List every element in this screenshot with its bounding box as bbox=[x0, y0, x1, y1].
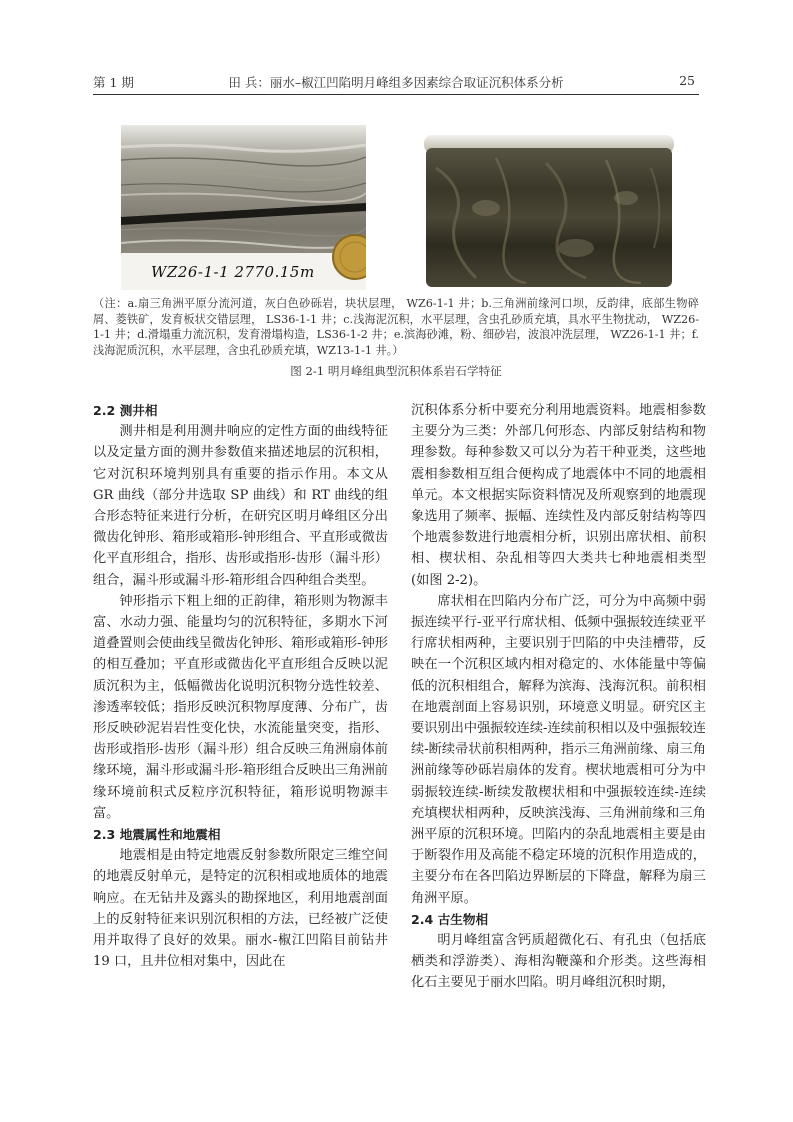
paragraph: 地震相是由特定地震反射参数所限定三维空间的地震反射单元，是特定的沉积相或地质体的地震响应。在无钻井及露头的勘探地区，利用地震剖面上的反射特征来识别沉积相的方法，已经被广泛使用并取得了良好的效果。丽水-椒江凹陷目前钻井 19 口，且井位相对集中，因此在 bbox=[93, 848, 388, 970]
paragraph: 钟形指示下粗上细的正韵律，箱形则为物源丰富、水动力强、能量均匀的沉积特征，多期水下河道叠置则会使曲线呈微齿化钟形、箱形或箱形-钟形的相互叠加；平直形或微齿化平直形组合反映以泥质沉积为主，低幅微齿化说明沉积物分选性较差、渗透率较低；指形反映沉积物厚度薄、分布广，齿形反映砂泥岩岩性变化快，水流能量突变，指形、齿形或指形-齿形（漏斗形）组合反映三角洲扇体前缘环境，漏斗形或漏斗形-箱形组合反映出三角洲前缘环境前积式反粒序沉积特征，箱形说明物源丰富。 bbox=[93, 593, 388, 821]
page-number: 25 bbox=[679, 73, 695, 88]
paragraph: 测井相是利用测井响应的定性方面的曲线特征以及定量方面的测井参数值来描述地层的沉积相，它对沉积环境判别具有重要的指示作用。本文从 GR 曲线（部分井选取 SP 曲线）和 RT 曲线的组合形态特征来进行分析，在研究区明月峰组区分出微齿化钟形、箱形或箱形-钟形组合、平直形或微齿化平直形组合，指形、齿形或指形-齿形（漏斗形）组合，漏斗形或漏斗形-箱形组合四种组合类型。 bbox=[93, 424, 388, 588]
coin-icon bbox=[333, 235, 366, 279]
left-column bbox=[93, 400, 388, 972]
figure-title: 图 2-1 明月峰组典型沉积体系岩石学特征 bbox=[290, 364, 502, 378]
issue-number: 第 1 期 bbox=[93, 75, 134, 90]
running-header bbox=[93, 70, 699, 94]
core-photo-b bbox=[424, 123, 676, 289]
paragraph: 沉积体系分析中要充分利用地震资料。地震相参数主要分为三类：外部几何形态、内部反射结构和物理参数。每种参数又可以分为若干种亚类，这些地震相参数相互组合便构成了地震体中不同的地震相单元。本文根据实际资料情况及所观察到的地震现象选用了频率、振幅、连续性及内部反射结构等四个地震参数进行地震相分析，识别出席状相、前积相、楔状相、杂乱相等四大类共七种地震相类型(如图 2-2)。 bbox=[411, 403, 706, 588]
core-texture-illustration bbox=[426, 148, 672, 287]
header-rule bbox=[93, 94, 699, 95]
paragraph: 明月峰组富含钙质超微化石、有孔虫（包括底栖类和浮游类）、海相沟鞭藻和介形类。这些海相化石主要见于丽水凹陷。明月峰组沉积时期， bbox=[411, 933, 706, 991]
figure-caption: （注：a.扇三角洲平原分流河道，灰白色砂砾岩，块状层理， WZ6-1-1 井；b.三角洲前缘河口坝，反韵律，底部生物碎屑、菱铁矿，发育板状交错层理， LS36-1-1 井；c.浅海泥沉积，水平层理，含虫孔砂质充填，具水平生物扰动， WZ26-1-1 井；d.滑塌重力流沉积，发育滑塌构造，LS36-1-2 井；e.滨海砂滩，粉、细砂岩，波浪冲洗层理， WZ26-1-1 井；f.浅海泥质沉积，水平层理，含虫孔砂质充填，WZ13-1-1 井。） bbox=[93, 297, 699, 357]
core-cylinder bbox=[426, 148, 672, 287]
core-photo-a bbox=[121, 125, 366, 290]
right-column bbox=[411, 400, 706, 994]
sample-label: WZ26-1-1 2770.15m bbox=[151, 263, 315, 281]
section-heading-2-3: 2.3 地震属性和地震相 bbox=[93, 827, 221, 843]
section-heading-2-2: 2.2 测井相 bbox=[93, 403, 158, 418]
section-heading-2-4: 2.4 古生物相 bbox=[411, 911, 489, 927]
paragraph: 席状相在凹陷内分布广泛，可分为中高频中弱振连续平行-亚平行席状相、低频中强振较连续亚平行席状相两种，主要识别于凹陷的中央洼槽带，反映在一个沉积区域内相对稳定的、水体能量中等偏低的沉积相组合，解释为滨海、浅海沉积。前积相在地震剖面上容易识别，环境意义明显。研究区主要识别出中强振较连续-连续前积相以及中强振较连续-断续帚状前积相两种，指示三角洲前缘、扇三角洲前缘等砂砾岩扇体的发育。楔状地震相可分为中弱振较连续-断续发散楔状相和中强振较连续-连续充填楔状相两种，反映滨浅海、三角洲前缘和三角洲平原的沉积环境。凹陷内的杂乱地震相主要是由于断裂作用及高能不稳定环境的沉积作用造成的，主要分布在各凹陷边界断层的下降盘，解释为扇三角洲平原。 bbox=[411, 593, 706, 906]
running-title: 田 兵：丽水–椒江凹陷明月峰组多因素综合取证沉积体系分析 bbox=[228, 75, 564, 90]
